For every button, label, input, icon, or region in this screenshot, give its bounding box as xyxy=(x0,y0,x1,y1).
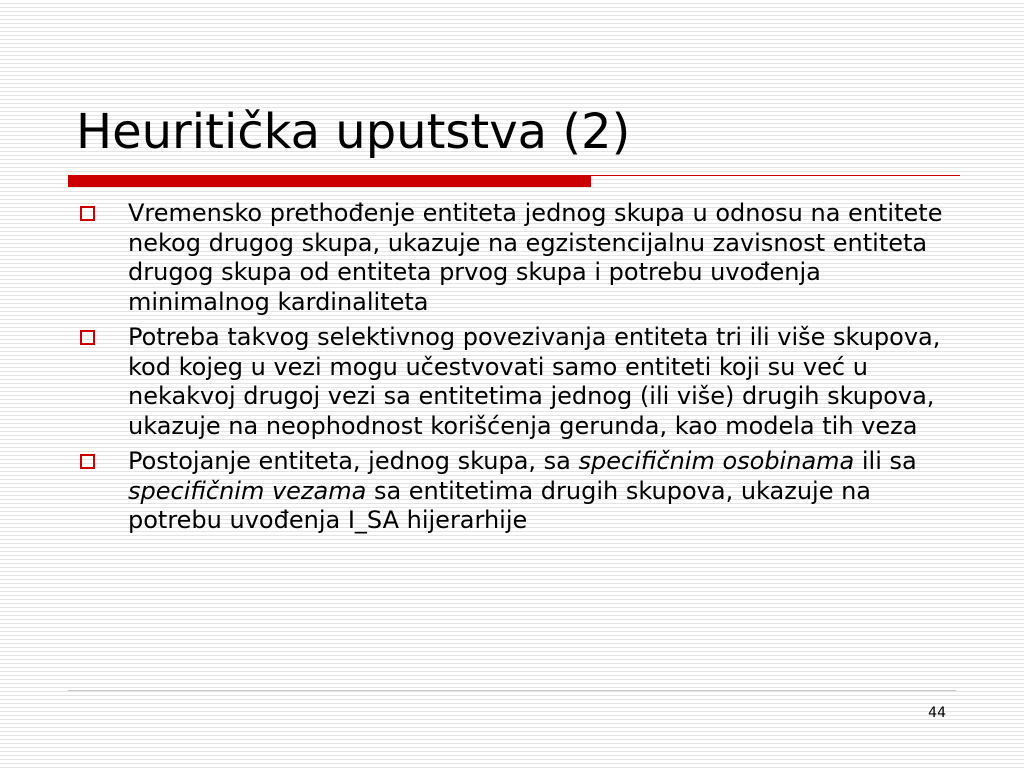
bullet-item-1 xyxy=(76,199,946,317)
bullet-list xyxy=(76,199,946,542)
hollow-square-icon xyxy=(80,330,95,345)
title-underline-line xyxy=(591,175,960,176)
hollow-square-icon xyxy=(80,206,95,221)
slide-title: Heuritička uputstva (2) xyxy=(76,104,631,160)
bullet-text-3-emphasis-1: specifičnim osobinama xyxy=(578,447,855,475)
bullet-text-1: Vremensko prethođenje entiteta jednog skupa u odnosu na entitete nekog drugog skupa, ukazuje na egzistencijalnu zavisnost entiteta drugog skupa od entiteta prvog skupa i potrebu uvođenja minimalnog kardinaliteta xyxy=(128,199,943,316)
bullet-item-3 xyxy=(76,447,946,536)
bullet-text-3-emphasis-2: specifičnim vezama xyxy=(128,476,367,505)
page-number: 44 xyxy=(928,705,946,721)
bullet-text-3-part-1: Postojanje entiteta, jednog skupa, sa xyxy=(128,447,579,475)
bullet-text-3 xyxy=(128,447,917,534)
bullet-text-2: Potreba takvog selektivnog povezivanja entiteta tri ili više skupova, kod kojeg u vezi mogu učestvovati samo entiteti koji su već u nekakvoj drugoj vezi sa entitetima jednog (ili više) drugih skupova, ukazuje na neophodnost korišćenja gerunda, kao modela tih veza xyxy=(128,323,941,440)
footer-divider xyxy=(68,690,956,691)
bullet-text-3-part-2: ili sa xyxy=(854,447,917,475)
hollow-square-icon xyxy=(80,454,95,469)
bullet-item-2 xyxy=(76,323,946,441)
title-underline-bar xyxy=(68,175,591,187)
bullet-text-3-part-3: sa entitetima drugih skupova, ukazuje na potrebu uvođenja I_SA hijerarhije xyxy=(128,476,872,534)
